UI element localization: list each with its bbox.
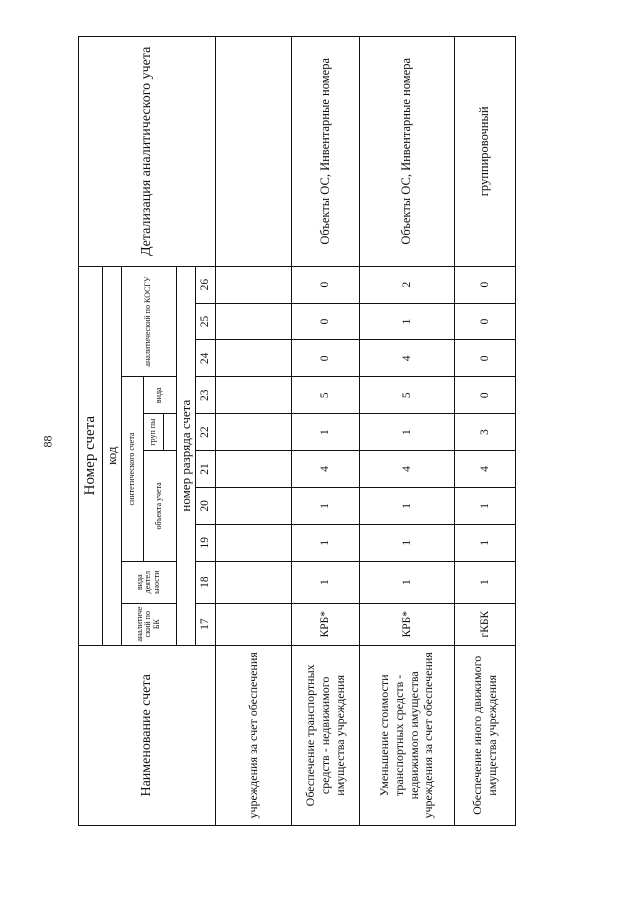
digit-18: 18 bbox=[195, 561, 215, 603]
row-d19: 1 bbox=[359, 524, 454, 561]
row-d25: 1 bbox=[359, 303, 454, 340]
row-d23: 0 bbox=[454, 377, 515, 414]
row-bk: КРБ* bbox=[291, 603, 359, 645]
digit-20: 20 bbox=[195, 487, 215, 524]
header-kosgu: аналитический по КОСГУ bbox=[121, 266, 176, 377]
row-d24: 0 bbox=[291, 340, 359, 377]
row-d26: 0 bbox=[291, 266, 359, 303]
page-number: 88 bbox=[40, 435, 55, 448]
header-account-number: Номер счета bbox=[79, 266, 103, 645]
digit-17: 17 bbox=[195, 603, 215, 645]
row-detail: группировочный bbox=[454, 37, 515, 267]
row-d19 bbox=[215, 524, 291, 561]
row-account-name: Уменьшение стоимости транспортных средств - недвижимого имущества учреждения за счет обеспечения bbox=[359, 645, 454, 825]
rotated-table-container bbox=[78, 36, 504, 826]
row-detail: Объекты ОС, Инвентарные номера bbox=[291, 37, 359, 267]
header-account-name: Наименование счета bbox=[79, 645, 216, 825]
row-d20: 1 bbox=[454, 487, 515, 524]
accounts-table bbox=[78, 36, 516, 826]
row-activity bbox=[215, 561, 291, 603]
row-account-name: Обеспечение иного движимого имущества учреждения bbox=[454, 645, 515, 825]
header-synthetic: синтетического счета bbox=[121, 377, 143, 561]
row-activity: 1 bbox=[291, 561, 359, 603]
digit-19: 19 bbox=[195, 524, 215, 561]
row-d22: 1 bbox=[359, 414, 454, 451]
row-detail bbox=[215, 37, 291, 267]
row-detail: Объекты ОС, Инвентарные номера bbox=[359, 37, 454, 267]
row-d25: 0 bbox=[291, 303, 359, 340]
header-activity: вида деятел ьности bbox=[121, 561, 176, 603]
row-d24: 4 bbox=[359, 340, 454, 377]
digit-22: 22 bbox=[195, 414, 215, 451]
row-d22: 1 bbox=[291, 414, 359, 451]
row-d23 bbox=[215, 377, 291, 414]
header-digit-number: номер разряда счета bbox=[176, 266, 195, 645]
row-activity: 1 bbox=[454, 561, 515, 603]
header-group: груп пы bbox=[143, 414, 163, 451]
header-detail: Детализация аналитического учета bbox=[79, 37, 216, 267]
row-d21 bbox=[215, 451, 291, 488]
header-row-1 bbox=[79, 37, 103, 826]
row-bk bbox=[215, 603, 291, 645]
row-d19: 1 bbox=[454, 524, 515, 561]
row-bk: КРБ* bbox=[359, 603, 454, 645]
row-account-name: учреждения за счет обеспечения bbox=[215, 645, 291, 825]
row-d26 bbox=[215, 266, 291, 303]
table-row bbox=[291, 37, 359, 826]
row-d26: 0 bbox=[454, 266, 515, 303]
row-d22: 3 bbox=[454, 414, 515, 451]
row-activity: 1 bbox=[359, 561, 454, 603]
row-d24: 0 bbox=[454, 340, 515, 377]
header-group-blank bbox=[163, 414, 176, 451]
digit-23: 23 bbox=[195, 377, 215, 414]
row-account-name: Обеспечение транспортных средств - недвижимого имущества учреждения bbox=[291, 645, 359, 825]
row-d25 bbox=[215, 303, 291, 340]
table-row bbox=[454, 37, 515, 826]
header-kind: вида bbox=[143, 377, 176, 414]
digit-21: 21 bbox=[195, 451, 215, 488]
row-d21: 4 bbox=[454, 451, 515, 488]
row-d26: 2 bbox=[359, 266, 454, 303]
row-d19: 1 bbox=[291, 524, 359, 561]
row-d21: 4 bbox=[291, 451, 359, 488]
digit-25: 25 bbox=[195, 303, 215, 340]
digit-24: 24 bbox=[195, 340, 215, 377]
row-d20: 1 bbox=[359, 487, 454, 524]
table-row bbox=[215, 37, 291, 826]
row-d23: 5 bbox=[291, 377, 359, 414]
row-d20: 1 bbox=[291, 487, 359, 524]
row-bk: гКБК bbox=[454, 603, 515, 645]
row-d25: 0 bbox=[454, 303, 515, 340]
header-code: код bbox=[103, 266, 122, 645]
header-object: объекта учета bbox=[143, 451, 176, 562]
row-d24 bbox=[215, 340, 291, 377]
row-d23: 5 bbox=[359, 377, 454, 414]
row-d21: 4 bbox=[359, 451, 454, 488]
row-d22 bbox=[215, 414, 291, 451]
digit-26: 26 bbox=[195, 266, 215, 303]
header-analytical-bk: аналитиче ский по БК bbox=[121, 603, 176, 645]
row-d20 bbox=[215, 487, 291, 524]
table-row bbox=[359, 37, 454, 826]
